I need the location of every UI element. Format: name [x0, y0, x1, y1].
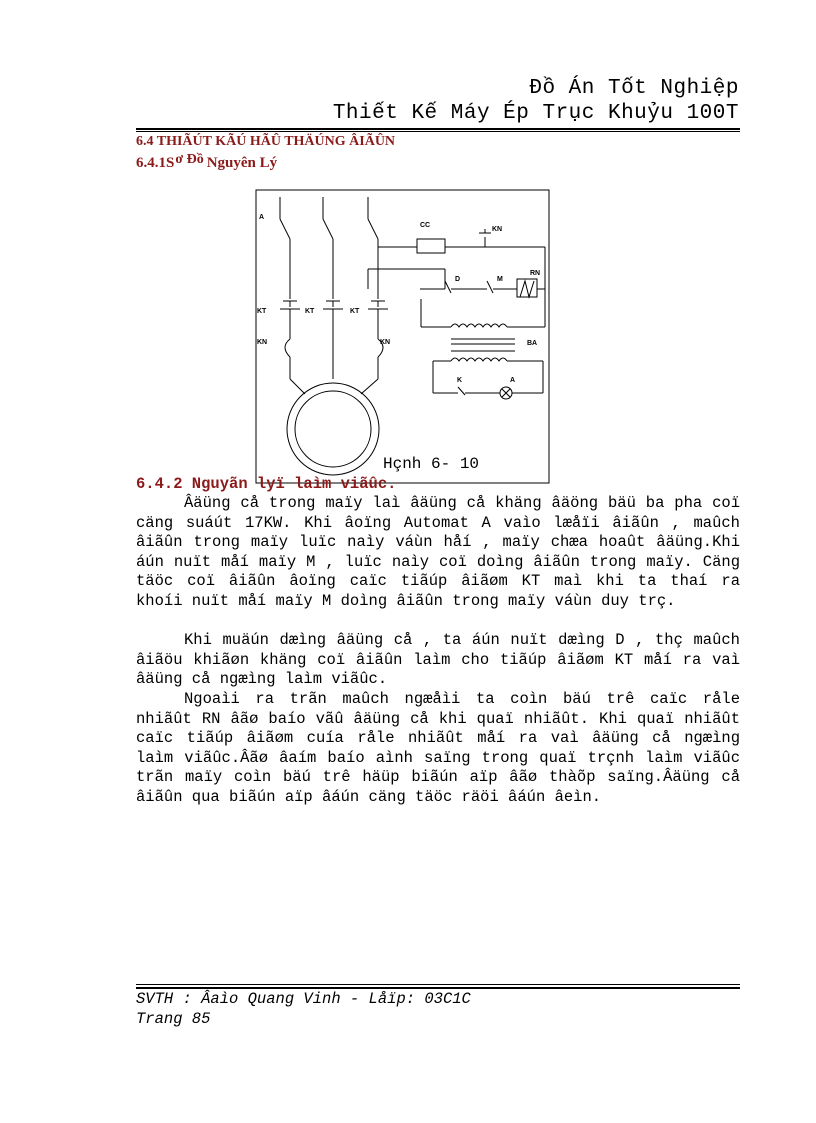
breaker-switch-2 [323, 219, 333, 239]
switch-k [458, 387, 465, 395]
subsection-superscript: ơ Đồ [175, 152, 204, 167]
figure-caption: Hçnh 6- 10 [383, 455, 480, 473]
section-heading-6-4-2: 6.4.2 Nguyãn lyï laìm viãûc. [136, 475, 397, 493]
motor-inner [295, 391, 371, 467]
diagram-label-a-lamp: A [510, 377, 516, 384]
fuse-cc [417, 239, 445, 253]
diagram-label-cc: CC [420, 222, 431, 229]
section-heading-6-4-1 [136, 152, 278, 172]
diagram-border [256, 190, 549, 483]
header-subtitle: Thiết Kế Máy Ép Trục Khuỷu 100T [332, 102, 739, 125]
subsection-rest: Nguyên Lý [206, 155, 278, 171]
diagram-label-rn: RN [530, 270, 541, 277]
breaker-switch-3 [368, 219, 378, 239]
diagram-label-kt-2: KT [305, 308, 315, 315]
transformer-secondary [451, 358, 507, 361]
header-title: Đồ Án Tốt Nghiệp [529, 77, 739, 100]
footer-rule-thin [136, 984, 740, 985]
diagram-label-kt-3: KT [350, 308, 360, 315]
section-heading-6-4 [136, 134, 395, 150]
diagram-label-a: A [259, 214, 265, 221]
transformer-primary [451, 324, 507, 327]
paragraph-2: Khi muäún dæìng âäüng cå , ta áún nuït dæìng D , thç maûch âiãöu khiãøn khäng coï âiãûn laìm cho tiãúp âiãøm KT måí ra vaì âäüng cå ngæìng laìm viãûc. [136, 631, 740, 689]
motor-outer [287, 383, 379, 475]
diagram-label-kn-top: KN [492, 226, 503, 233]
footer-rule-thick [136, 987, 740, 989]
diagram-label-ba: BA [527, 340, 538, 347]
header-rule-thin [136, 131, 740, 132]
circuit-diagram [255, 189, 551, 485]
start-button-m [487, 281, 493, 293]
diagram-label-kn-right: KN [380, 339, 391, 346]
paragraph-3: Ngoaìi ra trãn maûch ngæåìi ta coìn bäú trê caïc råle nhiãût RN âãø baío vãû âäüng cå khi quaï nhiãût. Khi quaï nhiãût caïc tiãúp âiãøm cuía råle nhiãût måí ra vaì âäüng cå ngæìng laìm viãûc.Âãø âaím baío aình saïng trong quaï trçnh laìm viãûc trãn maïy coìn bäú trê häüp biãún aïp âãø thàõp saïng.Âäüng cå âiãûn qua biãún aïp âáún cäng täöc räöi âáún âeìn. [136, 690, 740, 806]
paragraph-1: Âäüng cå trong maïy laì âäüng cå khäng âäöng bäü ba pha coï cäng suáút 17KW. Khi âoïng Automat A vaìo læåïi âiãûn , maûch âiãûn trong maïy luïc naìy váùn håí , maïy chæa hoaût âäüng.Khi áún nuït måí maïy M , luïc naìy coï doìng âiãûn trong maïy. Cäng täöc coï âiãûn âoïng caïc tiãúp âiãøm KT maì khi ta thaí ra khoíi nuït måí maïy M doìng âiãûn trong maïy váùn duy trç. [136, 494, 740, 610]
section-title: THIÃÚT KÃÚ HÃÛ THÄÚNG ÂIÃÛN [156, 134, 396, 149]
footer-author: SVTH : Âaìo Quang Vinh - Låïp: 03C1C [136, 990, 471, 1008]
footer-page-number: Trang 85 [136, 1010, 211, 1028]
diagram-label-kt-1: KT [257, 308, 267, 315]
diagram-label-kn-left: KN [257, 339, 268, 346]
breaker-switch-1 [280, 219, 290, 239]
header-rule-thick [136, 128, 740, 130]
thermal-element-left [285, 339, 290, 357]
section-number: 6.4 [136, 134, 154, 149]
diagram-label-k: K [457, 377, 463, 384]
diagram-label-m: M [497, 276, 503, 283]
diagram-label-d: D [455, 276, 461, 283]
subsection-prefix: 6.4.1S [136, 155, 175, 171]
stop-button-d [445, 281, 451, 293]
